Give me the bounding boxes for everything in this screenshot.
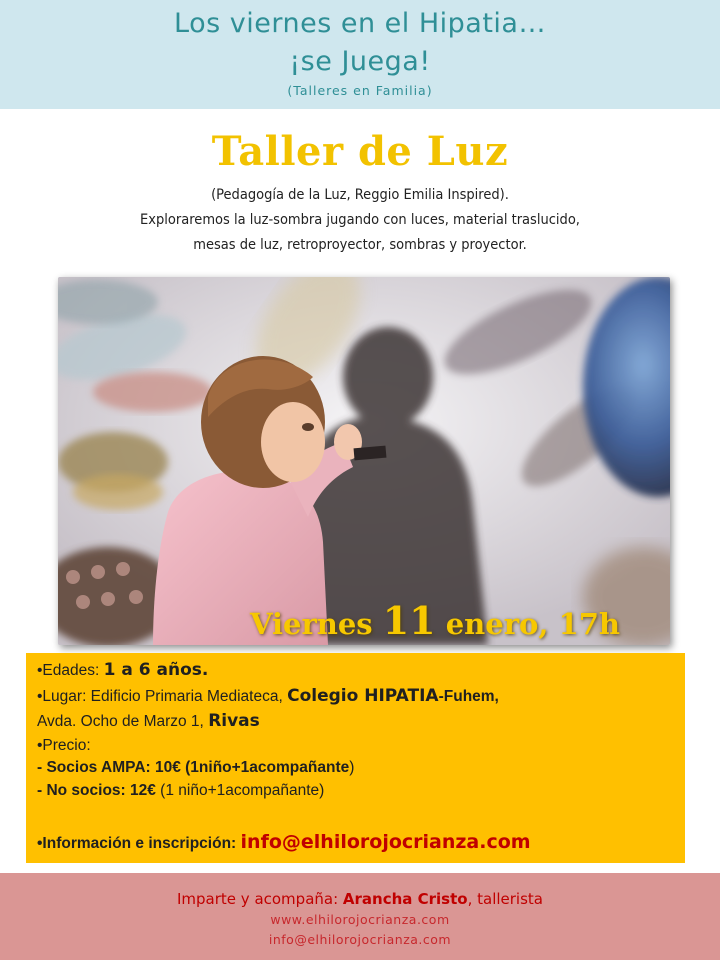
footer-email-link[interactable]: info@elhilorojocrianza.com <box>268 932 452 947</box>
ages-row <box>37 660 208 680</box>
description-line-2: Exploraremos la luz-sombra jugando con luces, material traslucido, <box>140 212 580 228</box>
nonmembers-detail: (1 niño+1acompañante) <box>155 782 325 799</box>
facilitator-role: , tallerista <box>467 890 543 908</box>
header-line-3: (Talleres en Familia) <box>287 83 433 98</box>
facilitator-lead: Imparte y acompaña: <box>177 890 343 908</box>
address-text: Avda. Ocho de Marzo 1, <box>37 713 204 730</box>
nonmembers-price-row <box>37 782 324 800</box>
facilitator-line <box>0 890 720 908</box>
description-line-1: (Pedagogía de la Luz, Reggio Emilia Inspired). <box>211 187 509 203</box>
footer-banner <box>0 873 720 960</box>
members-price-row <box>37 759 354 777</box>
nonmembers-price: - No socios: 12€ <box>37 782 156 799</box>
address-row <box>37 711 260 731</box>
members-price-close: ) <box>349 759 355 776</box>
info-box <box>26 653 685 863</box>
date-day-name: Viernes <box>250 607 373 641</box>
ages-value: 1 a 6 años. <box>103 660 209 680</box>
place-row <box>37 686 499 706</box>
header-line-2: ¡se Juega! <box>289 46 431 77</box>
date-month-time: enero, 17h <box>445 607 620 641</box>
description-line-3: mesas de luz, retroproyector, sombras y proyector. <box>193 237 527 253</box>
footer-website-link[interactable]: www.elhilorojocrianza.com <box>270 912 450 927</box>
header-line-1: Los viernes en el Hipatia… <box>174 8 546 39</box>
contact-label: •Información e inscripción: <box>37 835 237 852</box>
child-shadow-illustration <box>58 277 670 645</box>
price-label: •Precio: <box>37 737 91 754</box>
header-banner <box>0 0 720 109</box>
workshop-title: Taller de Luz <box>211 128 509 175</box>
date-day-number: 11 <box>382 598 436 643</box>
place-label: •Lugar: Edificio Primaria Mediateca, <box>37 688 283 705</box>
contact-email-link[interactable]: info@elhilorojocrianza.com <box>240 831 531 853</box>
place-org: -Fuhem, <box>438 688 499 705</box>
contact-row <box>37 831 531 853</box>
workshop-description <box>110 183 610 258</box>
event-date <box>250 598 620 643</box>
members-price: - Socios AMPA: 10€ (1niño+1acompañante <box>37 759 350 776</box>
ages-label: •Edades: <box>37 662 100 679</box>
city-text: Rivas <box>208 711 260 731</box>
facilitator-name: Arancha Cristo <box>342 890 468 908</box>
place-school: Colegio HIPATIA <box>287 686 439 706</box>
event-photo <box>58 277 670 645</box>
